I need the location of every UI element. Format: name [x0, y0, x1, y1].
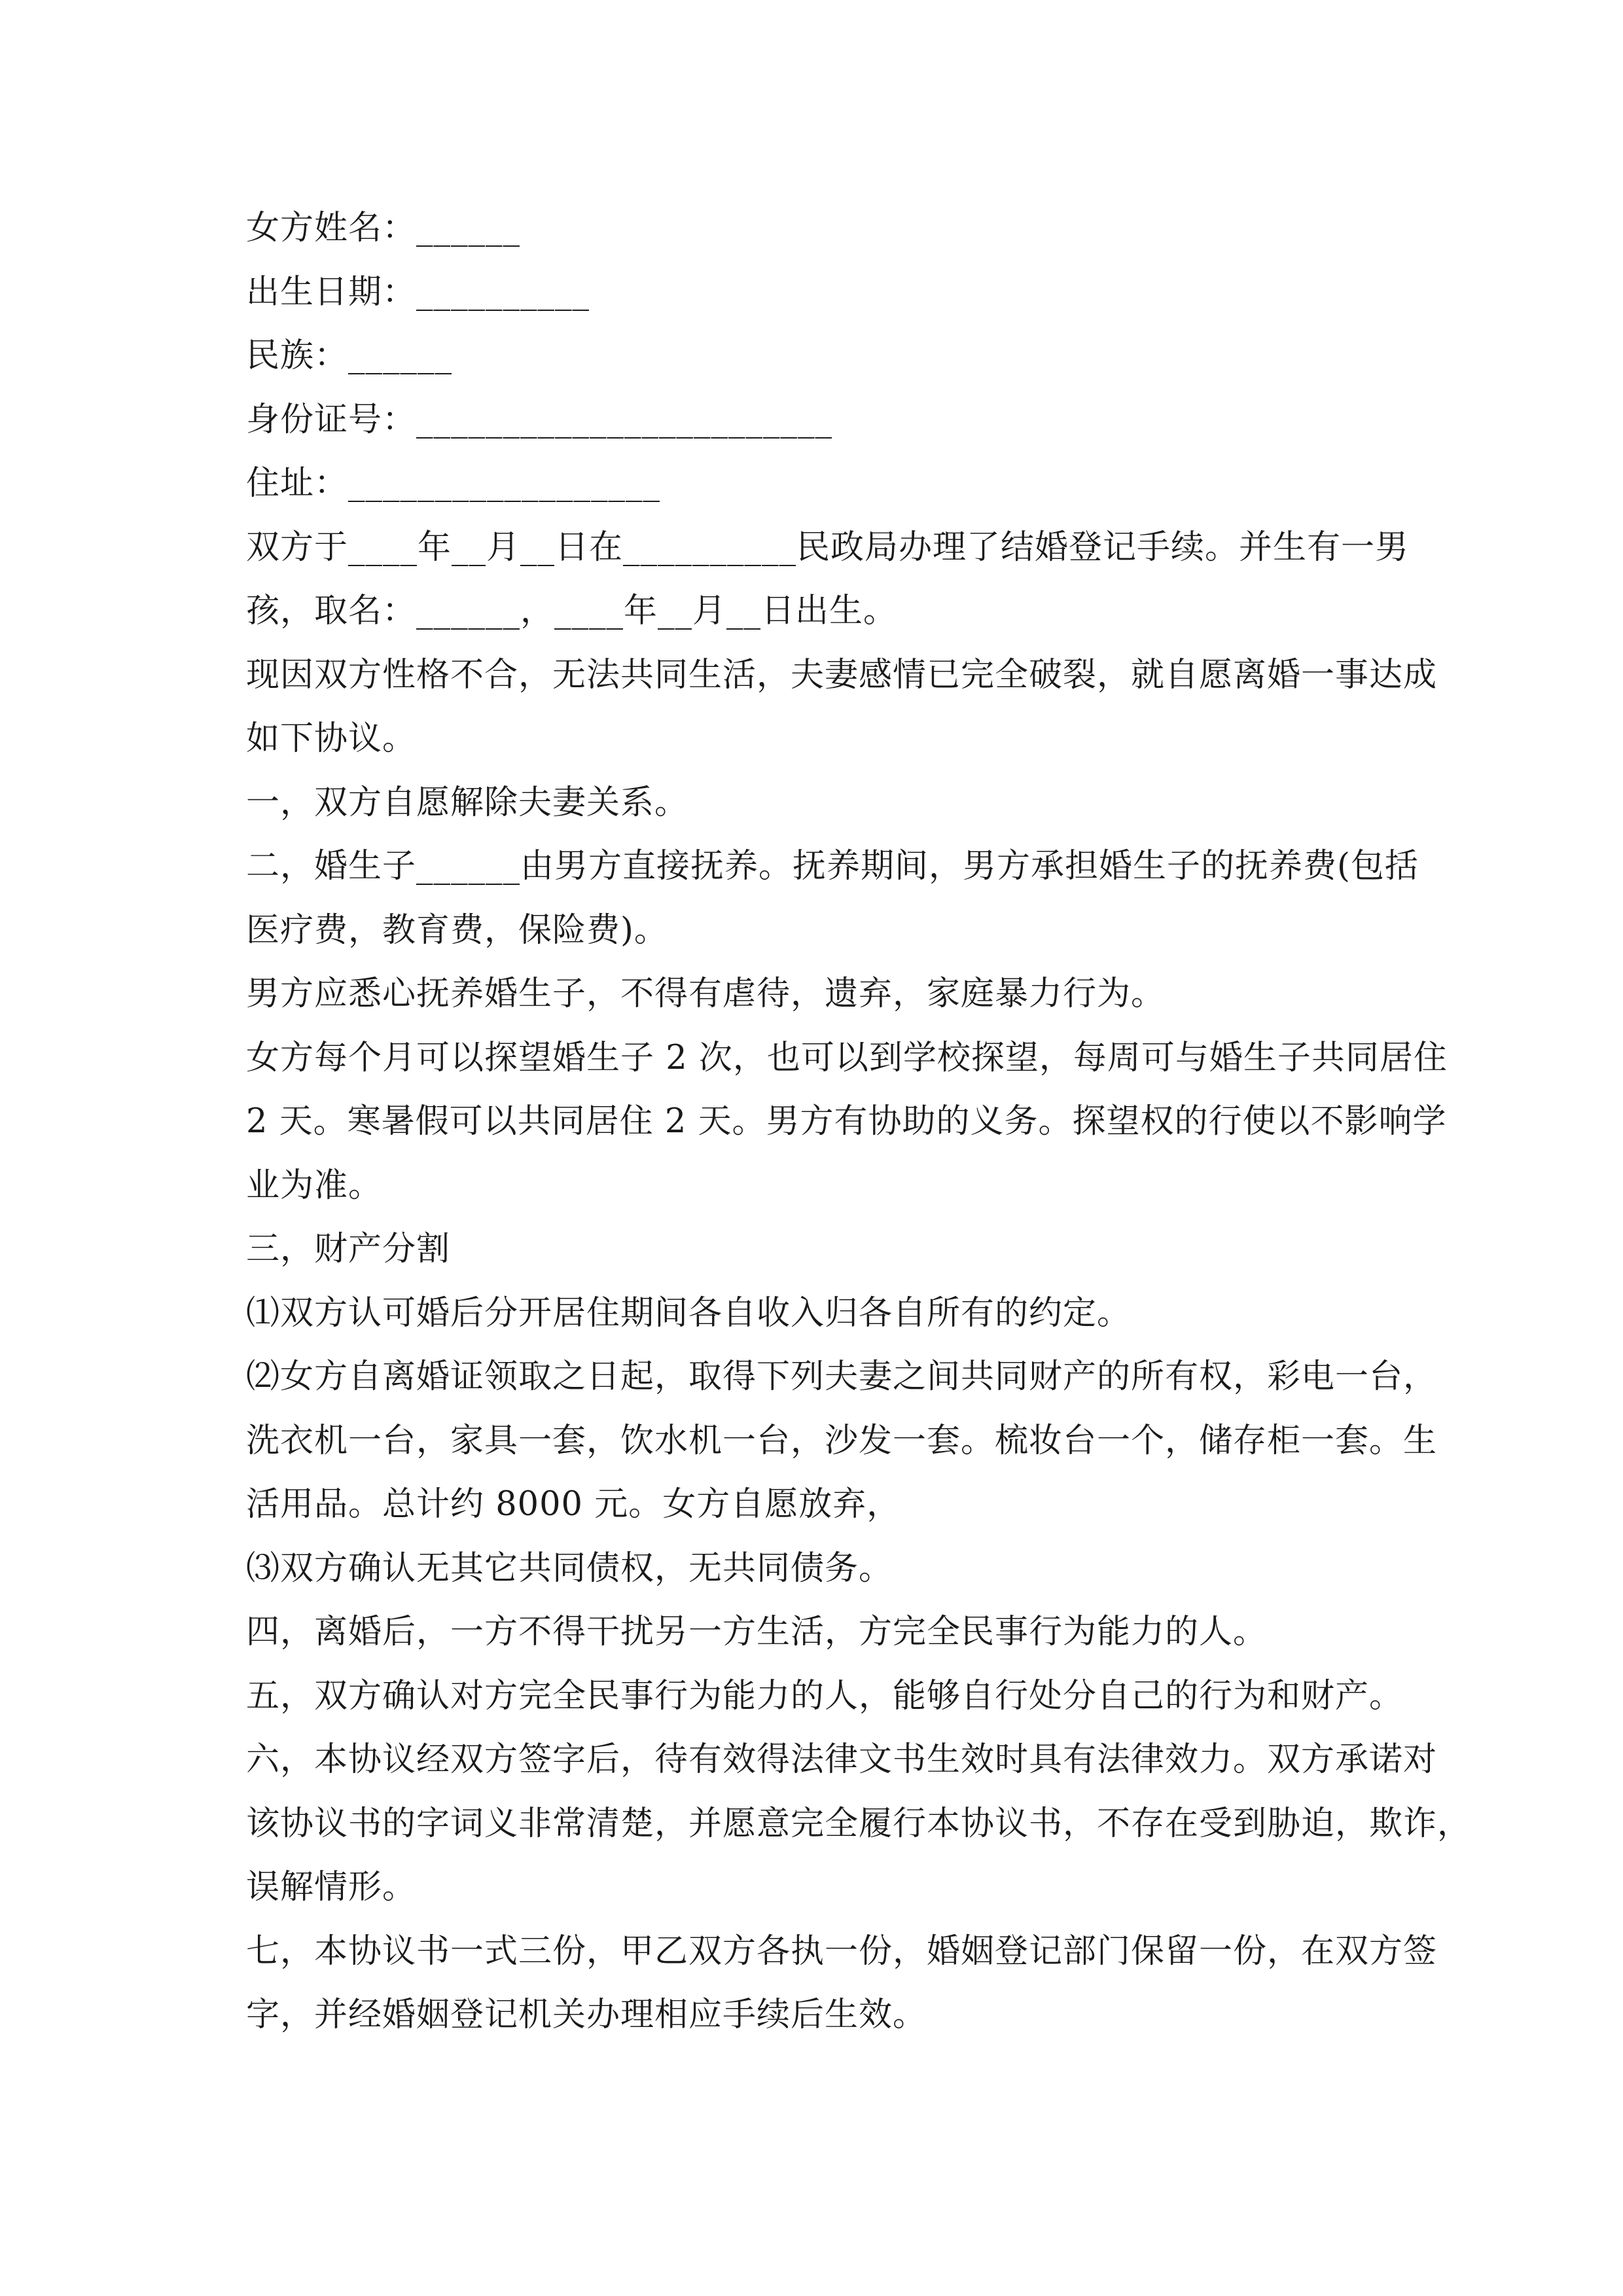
reason-line-cont: 如下协议。 [246, 719, 417, 758]
clause-6-end: 误解情形。 [246, 1868, 417, 1907]
agreement-body [246, 196, 1472, 2047]
marriage-registration-line: 双方于____年__月__日在__________民政局办理了结婚登记手续。并生有一男 [246, 528, 1410, 567]
reason-line: 现因双方性格不合，无法共同生活，夫妻感情已完全破裂，就自愿离婚一事达成 [246, 655, 1438, 694]
birth-date-line: 出生日期：__________ [246, 272, 590, 312]
clause-5: 五，双方确认对方完全民事行为能力的人，能够自行处分自己的行为和财产。 [246, 1676, 1404, 1715]
clause-3-item-1: ⑴双方认可婚后分开居住期间各自收入归各自所有的约定。 [246, 1293, 1132, 1333]
address-line: 住址：__________________ [246, 464, 661, 503]
clause-7-cont: 字，并经婚姻登记机关办理相应手续后生效。 [246, 1996, 927, 2034]
clause-7: 七，本协议书一式三份，甲乙双方各执一份，婚姻登记部门保留一份，在双方签 [246, 1931, 1438, 1971]
clause-6: 六，本协议经双方签字后，待有效得法律文书生效时具有法律效力。双方承诺对 [246, 1740, 1438, 1779]
clause-3-item-2: ⑵女方自离婚证领取之日起，取得下列夫妻之间共同财产的所有权，彩电一台， [246, 1357, 1438, 1396]
clause-4: 四，离婚后，一方不得干扰另一方生活，方完全民事行为能力的人。 [246, 1613, 1268, 1651]
child-info-line: 孩，取名：______，____年__月__日出生。 [246, 592, 898, 630]
ethnicity-line: 民族：______ [246, 336, 453, 375]
clause-3-item-2-end: 活用品。总计约 8000 元。女方自愿放弃， [246, 1485, 901, 1524]
clause-3-heading: 三，财产分割 [246, 1230, 451, 1268]
clause-1: 一，双方自愿解除夫妻关系。 [246, 783, 689, 822]
clause-2: 二，婚生子______由男方直接抚养。抚养期间，男方承担婚生子的抚养费(包括 [246, 847, 1419, 886]
clause-2-cont: 医疗费，教育费，保险费)。 [246, 910, 668, 950]
clause-6-cont: 该协议书的字词义非常清楚，并愿意完全履行本协议书，不存在受到胁迫，欺诈， [246, 1804, 1472, 1843]
visitation-line-cont: 2 天。寒暑假可以共同居住 2 天。男方有协助的义务。探望权的行使以不影响学 [246, 1102, 1447, 1141]
clause-3-item-2-cont: 洗衣机一台，家具一套，饮水机一台，沙发一套。梳妆台一个，储存柜一套。生 [246, 1421, 1438, 1460]
clause-2-care: 男方应悉心抚养婚生子，不得有虐待，遗弃，家庭暴力行为。 [246, 975, 1166, 1013]
id-number-line: 身份证号：________________________ [246, 400, 833, 439]
visitation-line: 女方每个月可以探望婚生子 2 次，也可以到学校探望，每周可与婚生子共同居住 [246, 1038, 1448, 1077]
visitation-line-end: 业为准。 [246, 1166, 383, 1205]
clause-3-item-3: ⑶双方确认无其它共同债权，无共同债务。 [246, 1549, 893, 1588]
female-name-line: 女方姓名：______ [246, 209, 521, 247]
